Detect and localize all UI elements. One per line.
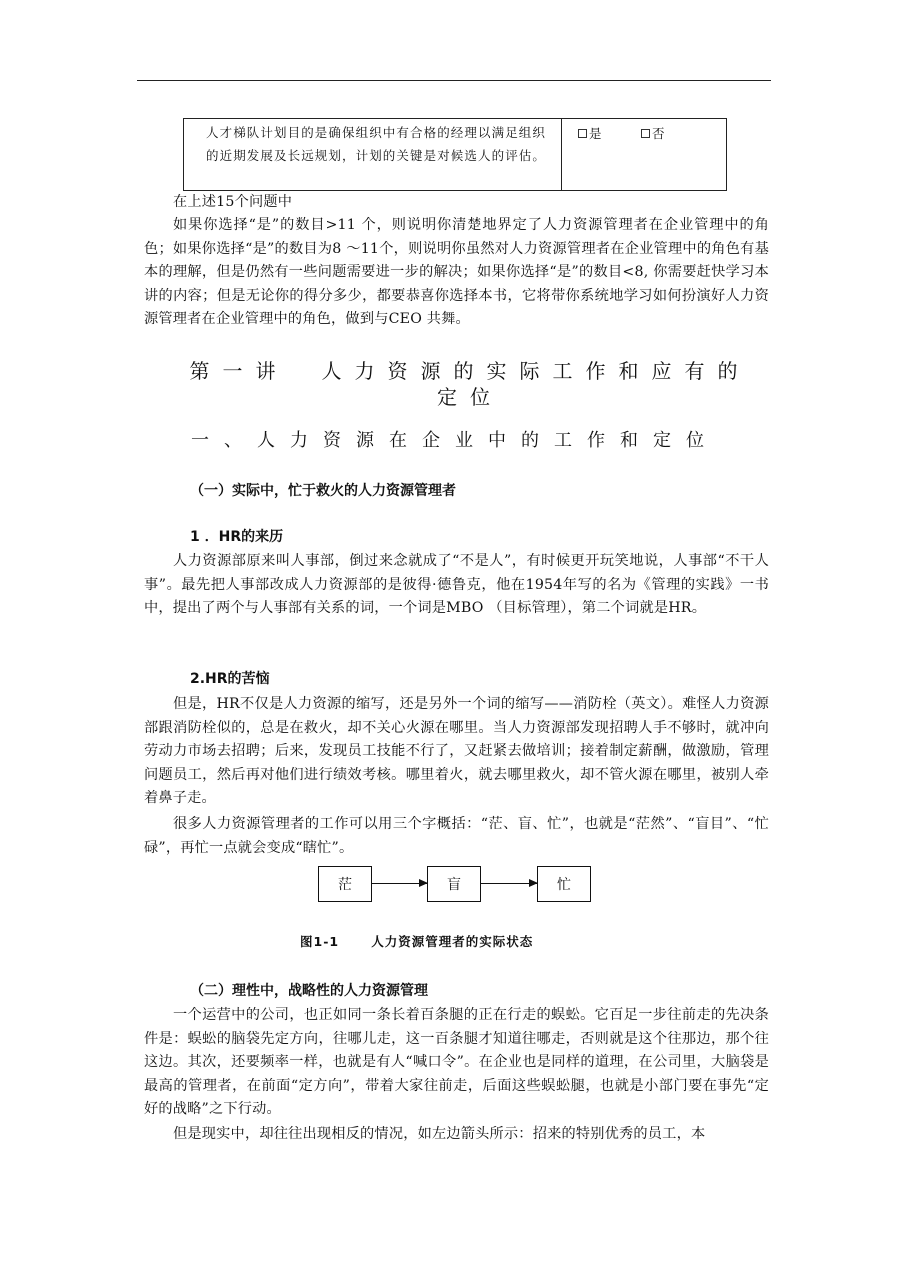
part2-heading: （二）理性中，战略性的人力资源管理 — [190, 983, 428, 999]
part2-paragraph-2: 但是现实中，却往往出现相反的情况，如左边箭头所示：招来的特别优秀的员工，本 — [173, 1126, 706, 1142]
arrow-icon — [481, 883, 537, 884]
part1-heading: （一）实际中，忙于救火的人力资源管理者 — [190, 483, 456, 499]
figure-box-2: 盲 — [427, 866, 481, 902]
intro-paragraph: 如果你选择“是”的数目>11 个，则说明你清楚地界定了人力资源管理者在企业管理中的角色；如果你选择“是”的数目为8 ～11个，则说明你虽然对人力资源管理者在企业管理中的角色有基本的理解，但是仍然有一些问题需要进一步的解决；如果你选择“是”的数目<8, 你需要赶快学习本讲的内容；但是无论你的得分多少，都要恭喜你选择本书，它将带你系统地学习如何扮演好人力资源管理者在企业管理中的角色，做到与CEO 共舞。 — [144, 217, 769, 327]
question-text: 人才梯队计划目的是确保组织中有合格的经理以满足组织的近期发展及长远规划，计划的关键是对候选人的评估。 — [184, 119, 562, 190]
part2-paragraph-1: 一个运营中的公司，也正如同一条长着百条腿的正在行走的蜈蚣。它百足一步往前走的先决条件是：蜈蚣的脑袋先定方向，往哪儿走，这一百条腿才知道往哪走，否则就是这个往那边，那个往这边。其次，还要频率一样，也就是有人“喊口令”。在企业也是同样的道理，在公司里，大脑袋是最高的管理者，在前面“定方向”，带着大家往前走，后面这些蜈蚣腿，也就是小部门要在事先“定好的战略”之下行动。 — [144, 1007, 769, 1117]
figure-box-3: 忙 — [537, 866, 591, 902]
no-option[interactable] — [641, 124, 665, 142]
arrow-icon — [372, 883, 427, 884]
summary-line: 在上述15个问题中 — [173, 194, 293, 210]
yes-option[interactable] — [578, 124, 602, 142]
sub2-paragraph-1: 但是，HR不仅是人力资源的缩写，还是另外一个词的缩写——消防栓（英文）。难怪人力资源部跟消防栓似的，总是在救火，却不关心火源在哪里。当人力资源部发现招聘人手不够时，就冲向劳动力市场去招聘；后来，发现员工技能不行了，又赶紧去做培训；接着制定薪酬，做激励，管理问题员工，然后再对他们进行绩效考核。哪里着火，就去哪里救火，却不管火源在哪里，被别人牵着鼻子走。 — [144, 696, 769, 806]
figure-caption-text: 人力资源管理者的实际状态 — [371, 934, 534, 949]
checkbox-icon[interactable] — [641, 129, 650, 138]
figure-caption — [300, 932, 660, 950]
question-table — [183, 118, 727, 191]
figure-box-1: 茫 — [318, 866, 372, 902]
header-rule — [137, 80, 771, 81]
figure-number: 图1-1 — [300, 934, 340, 949]
no-label: 否 — [652, 126, 665, 141]
yes-label: 是 — [589, 126, 602, 141]
sub1-paragraph: 人力资源部原来叫人事部，倒过来念就成了“不是人”，有时候更开玩笑地说，人事部“不干人事”。最先把人事部改成人力资源部的是彼得·德鲁克，他在1954年写的名为《管理的实践》一书中，提出了两个与人事部有关系的词，一个词是MBO （目标管理），第二个词就是HR。 — [144, 553, 769, 616]
section-title: 一、人力资源在企业中的工作和定位 — [191, 430, 719, 451]
lecture-title: 第一讲 人力资源的实际工作和应有的定位 — [189, 359, 751, 409]
sub2-paragraph-2: 很多人力资源管理者的工作可以用三个字概括：“茫、盲、忙”，也就是“茫然”、“盲目”、“忙碌”，再忙一点就会变成“瞎忙”。 — [144, 816, 769, 856]
checkbox-icon[interactable] — [578, 129, 587, 138]
sub2-heading: 2.HR的苦恼 — [190, 671, 270, 687]
sub1-heading: 1 ．HR的来历 — [190, 529, 284, 545]
answer-cell — [562, 119, 726, 190]
